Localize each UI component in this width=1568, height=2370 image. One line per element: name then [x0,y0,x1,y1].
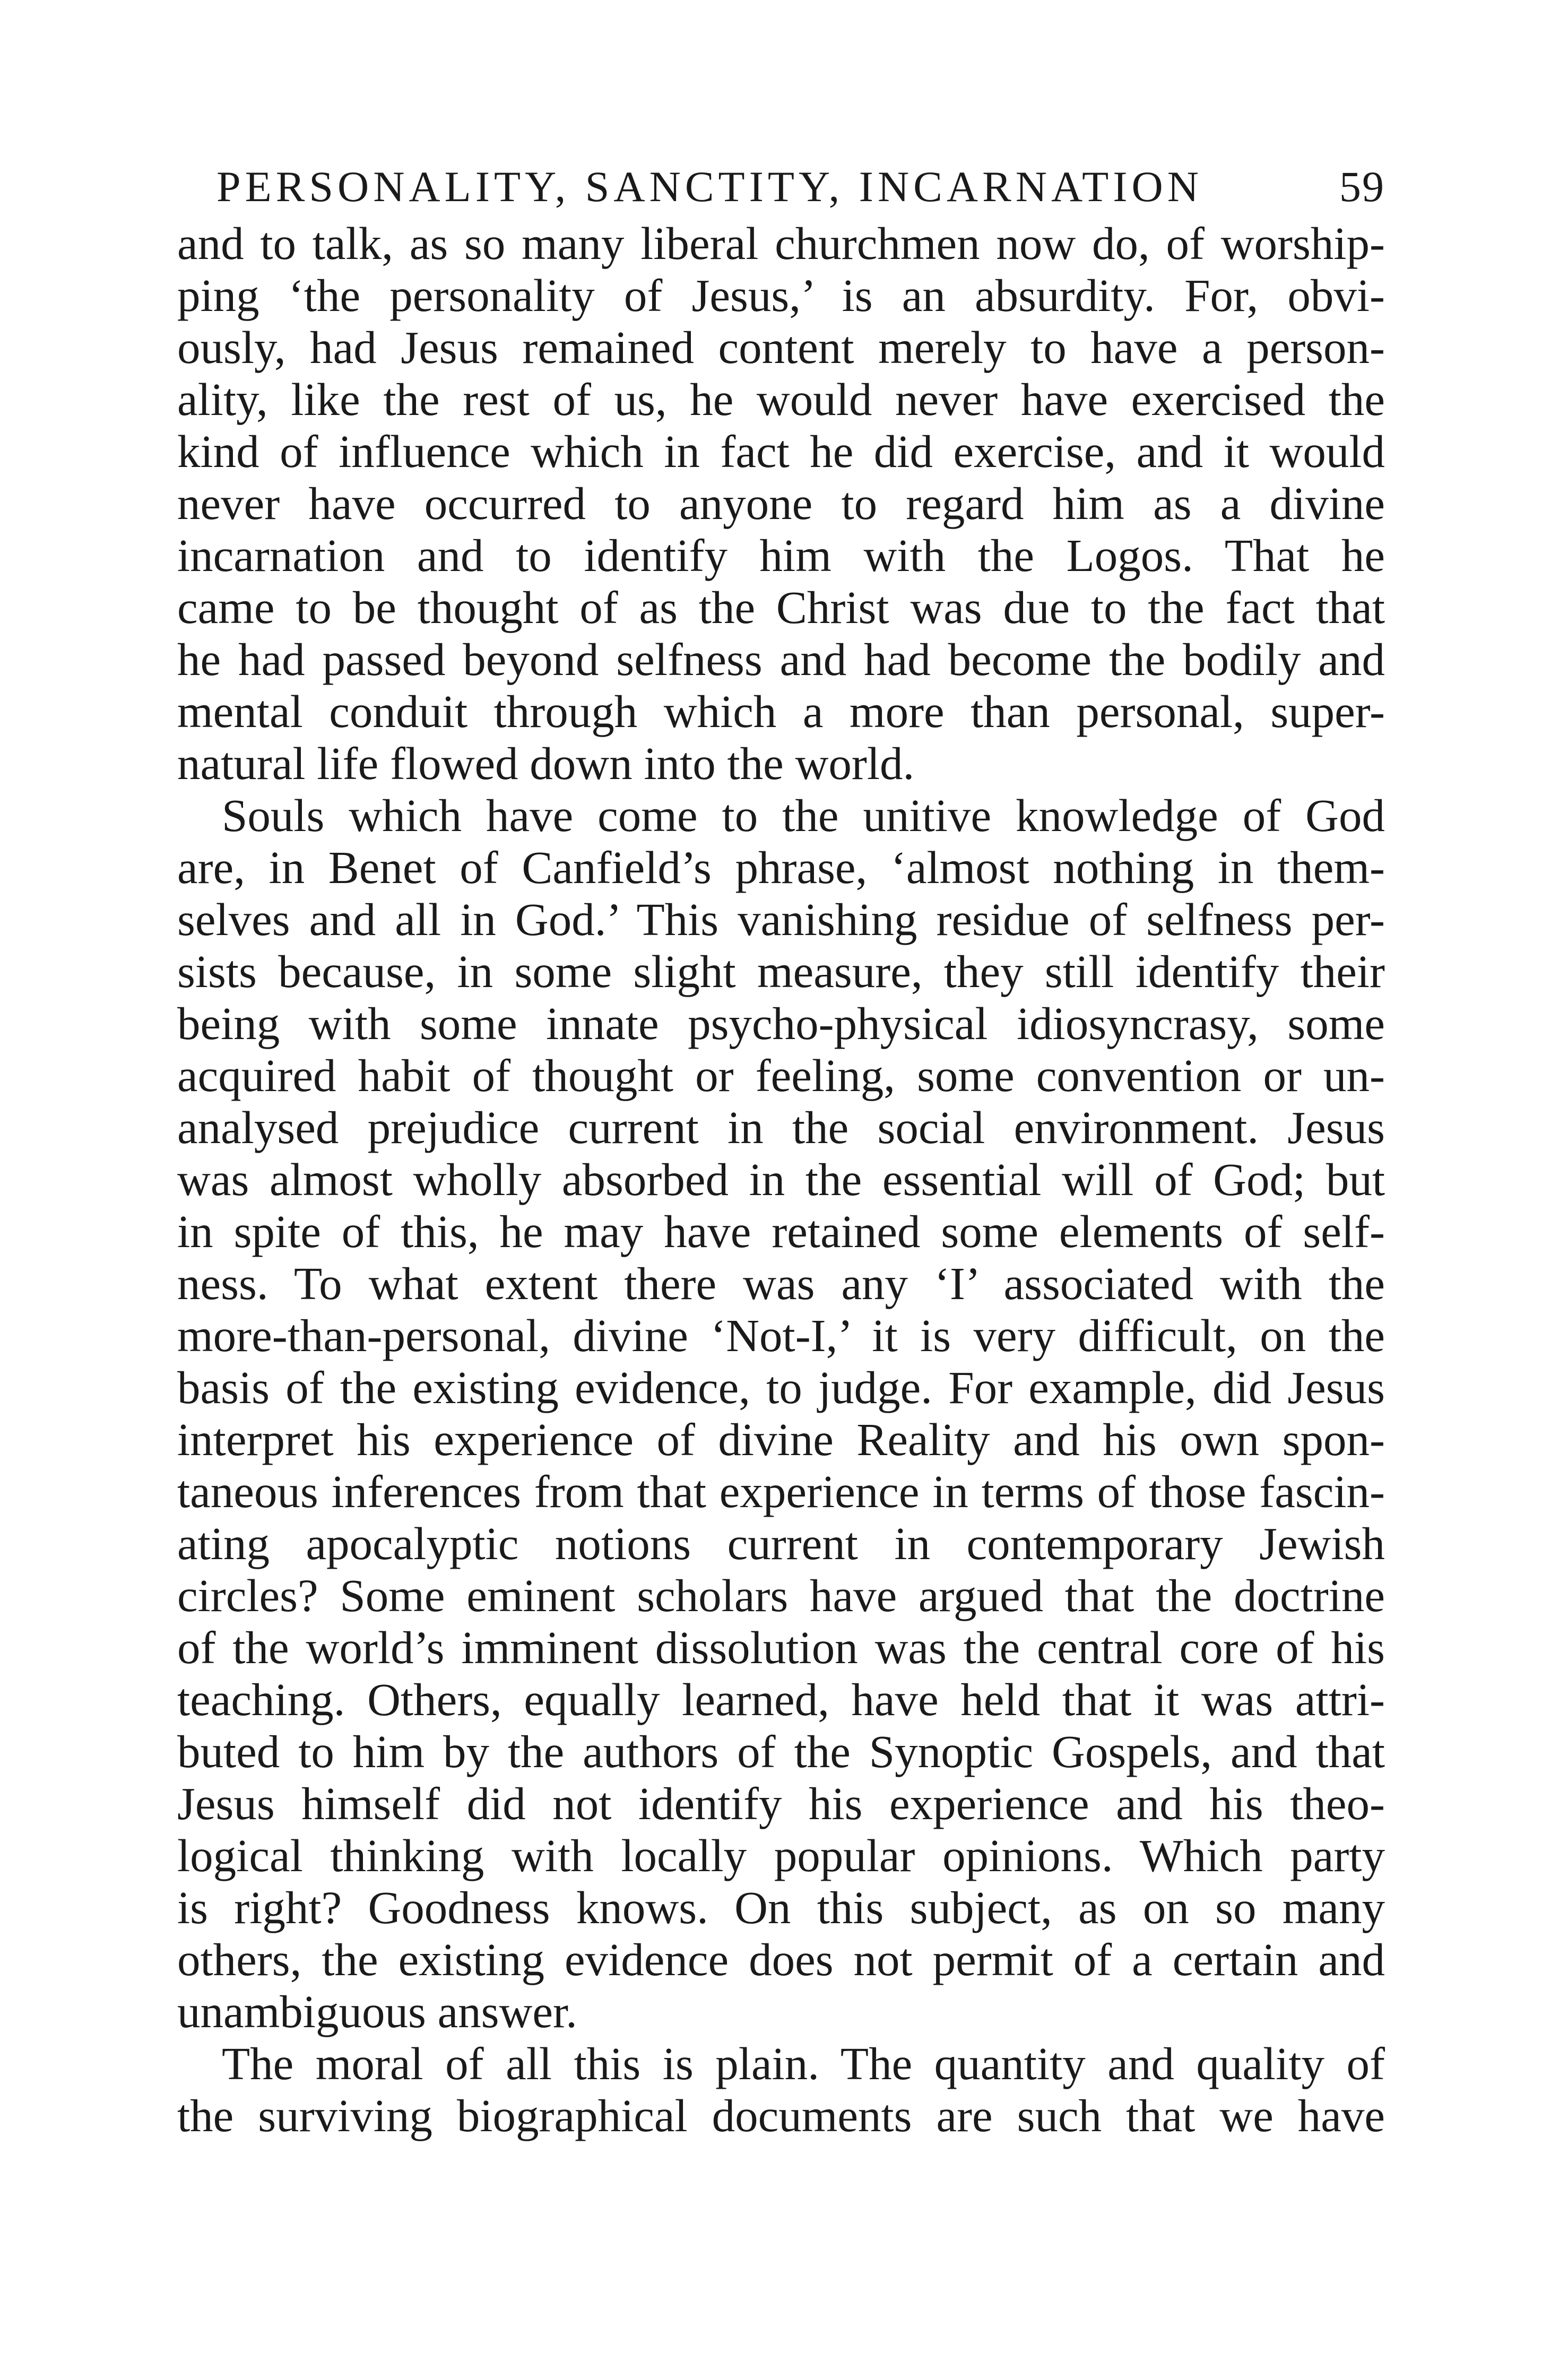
text-line: sists because, in some slight measure, they still identify their [177,946,1385,997]
text-line: incarnation and to identify him with the Logos. That he [177,530,1385,581]
text-line: kind of influence which in fact he did exercise, and it would [177,426,1385,477]
text-line: acquired habit of thought or feeling, some convention or un- [177,1050,1385,1101]
text-line: selves and all in God.’ This vanishing residue of selfness per- [177,894,1385,945]
text-line: ality, like the rest of us, he would never have exercised the [177,374,1385,425]
text-line: basis of the existing evidence, to judge. For example, did Jesus [177,1362,1385,1413]
running-head [216,155,1385,219]
text-line: Souls which have come to the unitive knowledge of God [222,790,1385,841]
text-line: logical thinking with locally popular opinions. Which party [177,1830,1385,1881]
text-line: natural life flowed down into the world. [177,738,915,789]
text-line: ating apocalyptic notions current in contemporary Jewish [177,1518,1385,1569]
text-line: Jesus himself did not identify his experience and his theo- [177,1778,1385,1829]
text-line: are, in Benet of Canfield’s phrase, ‘almost nothing in them- [177,842,1385,893]
text-line: ously, had Jesus remained content merely to have a person- [177,322,1385,373]
text-line: the surviving biographical documents are such that we have [177,2090,1385,2141]
text-line: is right? Goodness knows. On this subject, as on so many [177,1882,1385,1933]
text-line: of the world’s imminent dissolution was the central core of his [177,1622,1385,1673]
text-line: unambiguous answer. [177,1986,577,2037]
text-line: and to talk, as so many liberal churchmen now do, of worship- [177,218,1385,269]
text-line: buted to him by the authors of the Synoptic Gospels, and that [177,1726,1385,1777]
text-line: interpret his experience of divine Reality and his own spon- [177,1414,1385,1465]
text-line: being with some innate psycho-physical idiosyncrasy, some [177,998,1385,1049]
text-line: others, the existing evidence does not permit of a certain and [177,1934,1385,1985]
body-text [177,218,1385,2142]
text-line: teaching. Others, equally learned, have held that it was attri- [177,1674,1385,1725]
text-line: mental conduit through which a more than personal, super- [177,686,1385,737]
text-line: came to be thought of as the Christ was due to the fact that [177,582,1385,633]
text-line: never have occurred to anyone to regard him as a divine [177,478,1385,529]
text-line: analysed prejudice current in the social environment. Jesus [177,1102,1385,1153]
text-line: taneous inferences from that experience in terms of those fascin- [177,1466,1385,1517]
text-line: in spite of this, he may have retained some elements of self- [177,1206,1385,1257]
page-number: 59 [1339,162,1385,211]
text-line: more-than-personal, divine ‘Not-I,’ it is very difficult, on the [177,1310,1385,1361]
text-line: The moral of all this is plain. The quantity and quality of [222,2038,1385,2089]
text-line: he had passed beyond selfness and had become the bodily and [177,634,1385,685]
running-head-title: PERSONALITY, SANCTITY, INCARNATION [216,162,1203,211]
text-line: ness. To what extent there was any ‘I’ associated with the [177,1258,1385,1309]
text-line: circles? Some eminent scholars have argued that the doctrine [177,1570,1385,1621]
text-line: was almost wholly absorbed in the essential will of God; but [177,1154,1385,1205]
text-line: ping ‘the personality of Jesus,’ is an absurdity. For, obvi- [177,270,1385,321]
